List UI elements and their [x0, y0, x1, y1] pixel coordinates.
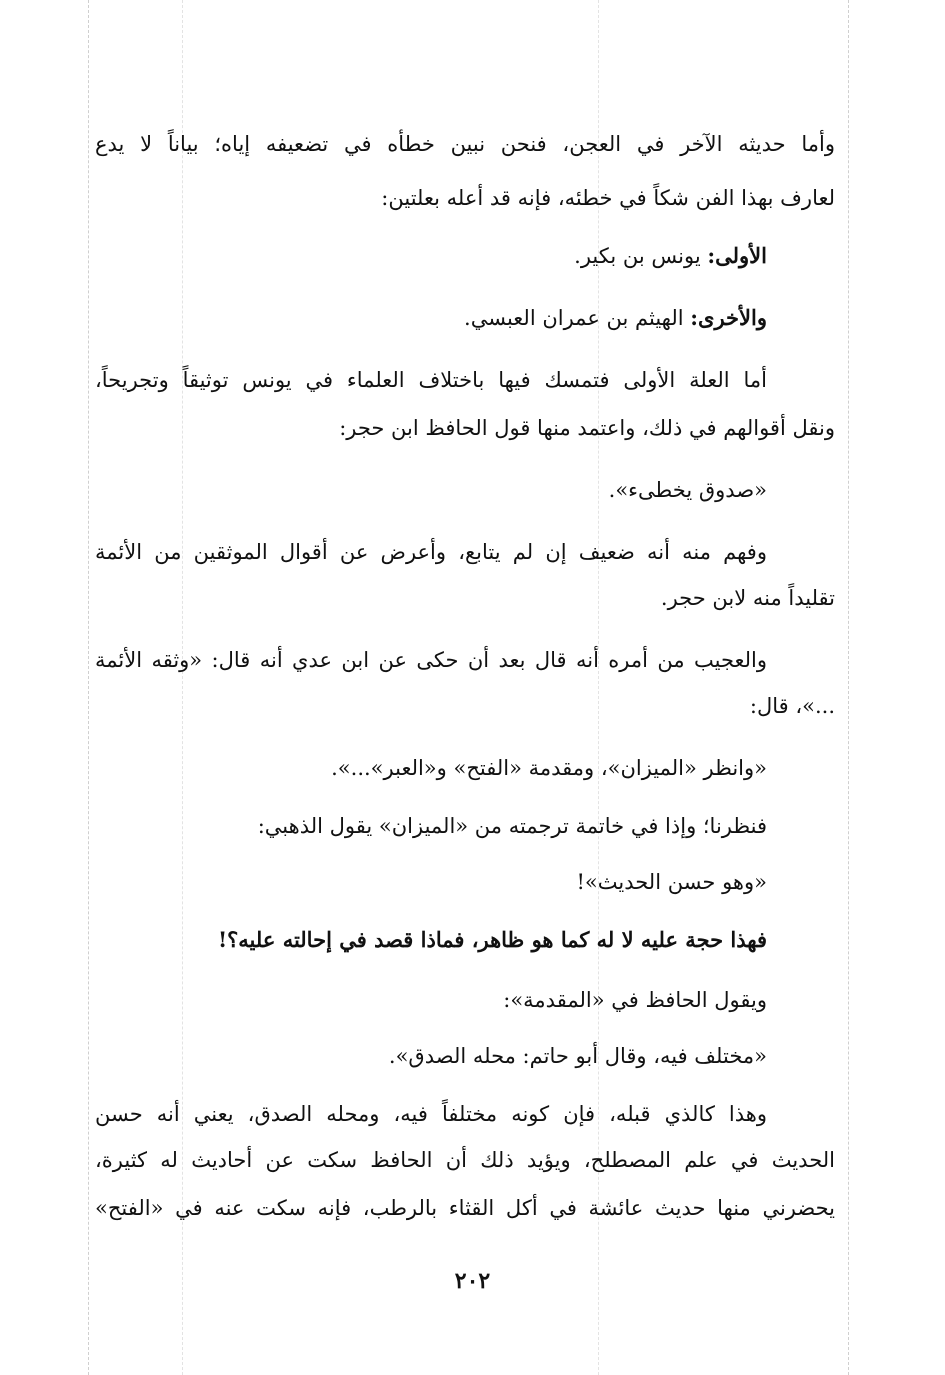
label-other: والأخرى:: [690, 305, 767, 330]
page-number: ٢٠٢: [454, 1268, 491, 1294]
text-line: أما العلة الأولى فتمسك فيها باختلاف العلماء في يونس توثيقاً وتجريحاً،: [95, 368, 767, 392]
text-line: فهذا حجة عليه لا له كما هو ظاهر، فماذا قصد في إحالته عليه؟!: [217, 927, 767, 952]
text-line: ونقل أقوالهم في ذلك، واعتمد منها قول الحافظ ابن حجر:: [339, 416, 835, 440]
text-line: يحضرني منها حديث عائشة في أكل القثاء بالرطب، فإنه سكت عنه في «الفتح»: [95, 1196, 835, 1220]
scan-guide-line: [848, 0, 849, 1375]
text-line: فنظرنا؛ وإذا في خاتمة ترجمته من «الميزان» يقول الذهبي:: [257, 814, 767, 838]
text-line: ويقول الحافظ في «المقدمة»:: [503, 988, 767, 1012]
scan-guide-line: [88, 0, 89, 1375]
text-line: الأولى: يونس بن بكير.: [574, 243, 767, 268]
label-first: الأولى:: [707, 243, 767, 268]
text-line: تقليداً منه لابن حجر.: [660, 586, 835, 610]
text-line: «صدوق يخطىء».: [608, 478, 767, 502]
text-line: «وهو حسن الحديث»!: [576, 870, 767, 894]
text-line: والعجيب من أمره أنه قال بعد أن حكى عن ابن عدي أنه قال: «وثقه الأئمة: [95, 648, 767, 672]
text-line: وفهم منه أنه ضعيف إن لم يتابع، وأعرض عن أقوال الموثقين من الأئمة: [95, 540, 767, 564]
text-line: لعارف بهذا الفن شكاً في خطئه، فإنه قد أعله بعلتين:: [381, 186, 835, 210]
text-line: «مختلف فيه، وقال أبو حاتم: محله الصدق».: [388, 1044, 767, 1068]
text-line: والأخرى: الهيثم بن عمران العبسي.: [464, 305, 767, 330]
text-line: وهذا كالذي قبله، فإن كونه مختلفاً فيه، ومحله الصدق، يعني أنه حسن: [95, 1102, 767, 1126]
text-line: وأما حديثه الآخر في العجن، فنحن نبين خطأه في تضعيفه إياه؛ بياناً لا يدع: [95, 132, 835, 156]
text-line: ...»، قال:: [749, 694, 835, 718]
text-line: الحديث في علم المصطلح، ويؤيد ذلك أن الحافظ سكت عن أحاديث له كثيرة،: [95, 1148, 835, 1172]
text-line: «وانظر «الميزان»، ومقدمة «الفتح» و«العبر»...».: [331, 756, 767, 780]
